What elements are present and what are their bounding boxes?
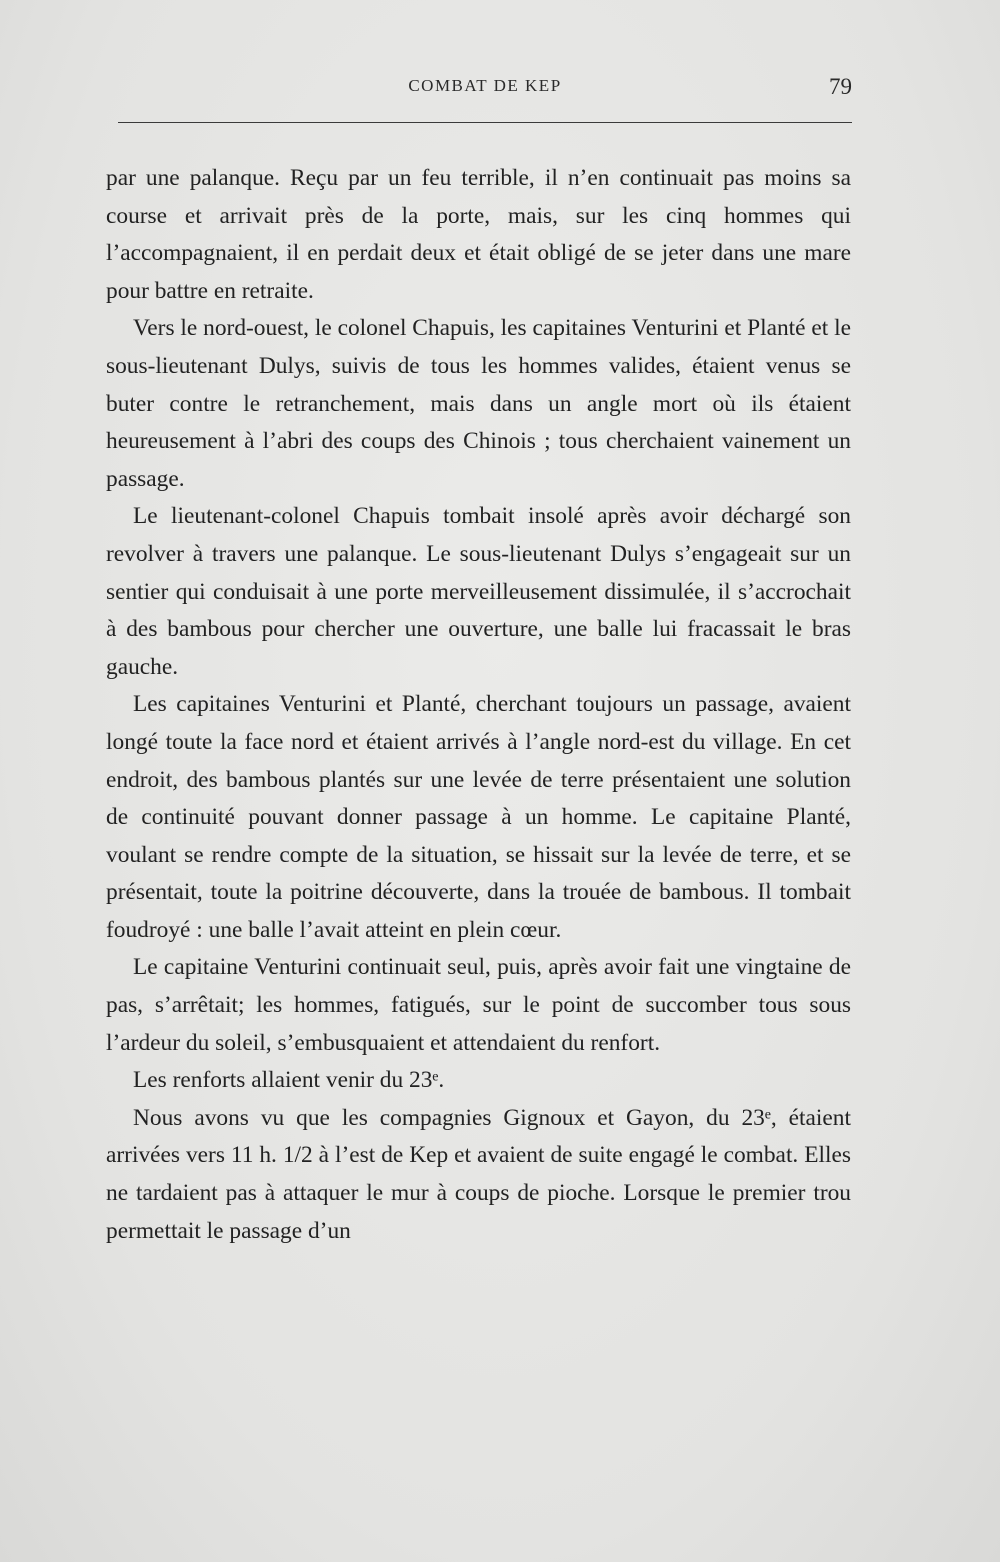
header-rule <box>118 122 852 123</box>
paragraph-1: par une palanque. Reçu par un feu terrible, il n’en continuait pas moins sa course et arrivait près de la porte, mais, sur les cinq hommes qui l’accompagnaient, il en perdait deux et était obligé de se jeter dans une mare pour battre en retraite. <box>106 165 851 304</box>
paragraph-2: Vers le nord-ouest, le colonel Chapuis, les capitaines Venturini et Planté et le sous-lieutenant Dulys, suivis de tous les hommes valides, étaient venus se buter contre le retranchement, mais dans un angle mort où ils étaient heureusement à l’abri des coups des Chinois ; tous cherchaient vainement un passage. <box>106 315 851 492</box>
body-text <box>106 160 851 1250</box>
paragraph-7: Nous avons vu que les compagnies Gignoux et Gayon, du 23ᵉ, étaient arrivées vers 11 h. 1/2 à l’est de Kep et avaient de suite engagé le combat. Elles ne tardaient pas à attaquer le mur à coups de pioche. Lorsque le premier trou permettait le passage d’un <box>106 1104 851 1244</box>
paragraph-3: Le lieutenant-colonel Chapuis tombait insolé après avoir déchargé son revolver à travers une palanque. Le sous-lieutenant Dulys s’engageait sur un sentier qui conduisait à une porte merveilleusement dissimulée, il s’accrochait à des bambous pour chercher une ouverture, une balle lui fracassait le bras gauche. <box>106 503 851 680</box>
paragraph-6: Les renforts allaient venir du 23ᵉ. <box>133 1067 445 1094</box>
running-title: COMBAT DE KEP <box>408 76 562 95</box>
running-head <box>118 74 852 104</box>
page-number: 79 <box>829 74 852 99</box>
paragraph-5: Le capitaine Venturini continuait seul, puis, après avoir fait une vingtaine de pas, s’arrêtait; les hommes, fatigués, sur le point de succomber tous sous l’ardeur du soleil, s’embusquaient et attendaient du renfort. <box>106 954 851 1056</box>
paragraph-4: Les capitaines Venturini et Planté, cherchant toujours un passage, avaient longé toute la face nord et étaient arrivés à l’angle nord-est du village. En cet endroit, des bambous plantés sur une levée de terre présentaient une solution de continuité pouvant donner passage à un homme. Le capitaine Planté, voulant se rendre compte de la situation, se hissait sur la levée de terre, et se présentait, toute la poitrine découverte, dans la trouée de bambous. Il tombait foudroyé : une balle l’avait atteint en plein cœur. <box>106 691 851 943</box>
